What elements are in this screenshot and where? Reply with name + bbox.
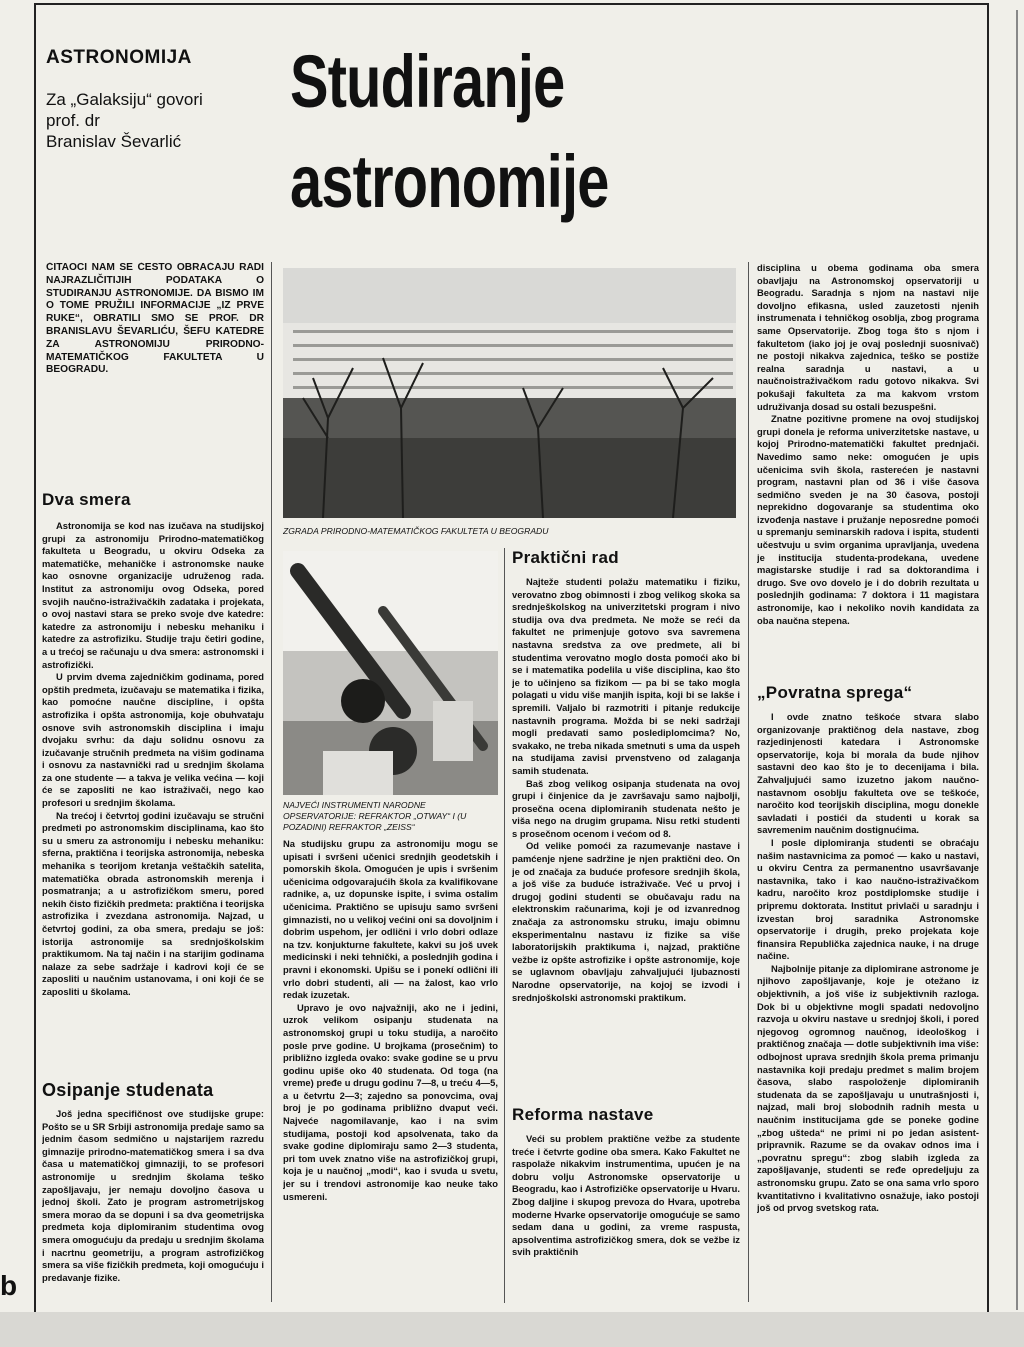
telescope-illustration xyxy=(283,551,498,795)
lede-text: ČITAOCI NAM SE ČESTO OBRAĆAJU RADI NAJRAZLIČITIJIH PODATAKA O STUDIRANJU ASTRONOMIJE. DA BISMO IM O TOME PRUŽILI INFORMACIJE „IZ PRVE RUKE“, OBRATILI SMO SE PROF. DR BRANISLAVU ŠEVARLIĆU, ŠEFU KATEDRE ZA ASTRONOMIJU PRIRODNO-MATEMATIČKOG FAKULTETA U BEOGRADU. xyxy=(46,262,264,376)
left-margin-rule xyxy=(34,4,36,1312)
column-rule-2 xyxy=(504,548,505,1303)
top-rule xyxy=(34,3,989,5)
photo2-caption xyxy=(283,800,498,834)
byline xyxy=(46,89,274,159)
osipanje-continued-p2: Upravo je ovo najvažniji, ako ne i jedini, uzrok velikom osipanju studenata na astronomskoj grupi u toku studija, a naročito posle prve godine. U brojkama (prosečnim) to približno izgleda ovako: svake godine se u prvu godinu upiše oko 40 studenata. Od toga (na vreme) pređe u drugu godinu 7—8, u treću 4—5, a u četvrtu 2—3; zajedno sa ponovcima, ovaj broj je po godinama približno dvaput veći. Najveće nagomilavanje, kao i na svim studijama, postoji kod apsolvenata, tako da svake godine diplomiraju samo 2—3 studenta, pri tom uvek znatno više na astrofizičkoj grupi, koja je u naučnoj „modi“, kao i svuda u svetu, jer su i trendovi astronomije kao neuke tako usmereni. xyxy=(283,1001,498,1202)
section-reforma-nastave xyxy=(512,1105,740,1300)
corner-mark-text: b xyxy=(0,1270,18,1301)
prakticni-p3: Od velike pomoći za razumevanje nastave i pamćenje njene sadržine je njen praktični deo. On je od značaja za buduće profesore srednjih škola, a još više za buduće istraživače. Već u prvoj i drugoj godini studenti se obučavaju radu na elektronskim računarima, koji je od izvanrednog značaja za astronomsku struku, imaju obimnu eksperimentalnu nastavu iz fizike sa više laboratorijskih praktikuma i, najzad, praktične vežbe iz opšte astrofizike i opšte astronomije, koje se uglavnom obavljaju zahvaljujući ljubaznosti Narodne opservatorije, na kojoj se izvodi i srednjoškolski astronomski praktikum. xyxy=(512,840,740,1003)
reforma-p1: Veći su problem praktične vežbe za studente treće i četvrte godine oba smera. Kako Fakultet ne raspolaže nikakvim instrumentima, upućen je na dobru volju Astronomske opservatorije u Beogradu, kao i Astrofizičke opservatorije u Hvaru. Zbog daljine i skupog prevoza do Hvara, upotreba moderne Hvarke opservatorije omogućuje se samo sedam dana u godini, za vreme raspusta, apsolventima astrofizičkog smera, dok se vežbe iz svih praktičnih xyxy=(512,1133,740,1258)
right-margin-rule xyxy=(987,4,989,1312)
lede xyxy=(46,262,264,382)
column-rule-3 xyxy=(748,262,749,1302)
telescope-photo xyxy=(283,551,498,795)
right-edge-rule xyxy=(1016,10,1018,1310)
column-2-text xyxy=(283,838,498,1298)
section-prakticni-rad xyxy=(512,548,740,1093)
dva-smera-p1: Astronomija se kod nas izučava na studijskoj grupi za astronomiju Prirodno-matematičkog fakulteta u Beogradu, u okviru Odseka za matematičke, mehaničke i astronomske nauke kao osnovne organizacije udruženog rada. Institut za astronomiju ovog Odseka, pored svojih naučno-istraživačkih zadataka i projekata, o ovoj nastavi stara se preko svoje dve katedre: katedre za astronomiju i nebesku mehaniku i katedre za astrofiziku. Studije traju četiri godine, a u trećoj se računaju u dva smera: astronomski i astrofizički. xyxy=(42,520,264,670)
section-dva-smera xyxy=(42,490,264,1080)
heading-prakticni-rad: Praktični rad xyxy=(512,548,619,567)
kicker xyxy=(46,47,271,73)
right-p1: disciplina u obema godinama oba smera obavljaju na Astronomskoj opservatoriji u Beogradu. Saradnja s njom na nastavi nije dovoljno efikasna, usled zauzetosti njenih instrumenata i tehničkog osoblja, zbog programa same Opservatorije. Zbog toga što s njom i fakultetom (iako joj je ovaj poslednji suosnivač) ne postoji nikakva zajednica, teško se postiže realna saradnja u nastavi, a u naučnoistraživačkom radu gotovo nikakva. Svi pokušaji fakulteta za ma kakvom vrstom udruživanja dosad su ostali bezuspešni. xyxy=(757,262,979,412)
section-right-top xyxy=(757,262,979,682)
photo1-caption xyxy=(283,526,736,540)
dva-smera-p2: U prvim dvema zajedničkim godinama, pored opštih predmeta, izučavaju se matematika i fizika, kao pomoćne naučne discipline, i opšta astrofizika i opšta astronomija, koje obuhvataju osnove svih astronomskih disciplina i imaju dvojaku svrhu: da daju solidnu osnovu za izučavanje stručnih predmeta na višim godinama i osnovu za nastavnički rad u srednjim školama za one studente — a takva je velika većina — koji će se zaposliti ne kao istraživači, nego kao profesori u srednjim školama. xyxy=(42,671,264,809)
column-rule-1 xyxy=(271,262,272,1302)
corner-mark xyxy=(0,1270,24,1310)
faculty-building-photo xyxy=(283,268,736,518)
byline-line-1: Za „Galaksiju“ govori xyxy=(46,90,203,109)
osipanje-p1: Još jedna specifičnost ove studijske grupe: Pošto se u SR Srbiji astronomija predaje samo sa jednim časom sedmično u najstarijem razredu gimnazije prirodno-matematičkog smera i sa dva časa u matematičkoj gimnaziji, to se profesori astronomije u srednjim školama teško zapošljavaju, jer nemaju dovoljno časova u jednoj školi. Zato je program astrometrijskog smera morao da se dopuni i sa dva geometrijska predmeta koja diplomiranim studentima ovog smera omogućuju da predaju u srednjim školama i nacrtnu geometriju, a program astrofizičkog smera sa više fizičkih predmeta, koji omogućuju i predavanje fizike. xyxy=(42,1108,264,1283)
povratna-p1: I ovde znatno teškoće stvara slabo organizovanje praktičnog dela nastave, zbog razjedinjenosti katedara i Astronomske opservatorije, koja bi morala da bude njihov sastavni deo kao što je to decenijama i bila. Zahvaljujući samo izuzetno jakom naučno-nastavnom osoblju fakulteta ove se teškoće, naročito kod teorijskih disciplina, mogu donekle savladati i postići da studenti u korak sa savremenim naučnim dostignućima. xyxy=(757,711,979,836)
headline-line-1: Studiranje xyxy=(290,40,565,123)
section-povratna-sprega xyxy=(757,683,979,1298)
right-p2: Znatne pozitivne promene na ovoj studijskoj grupi donela je reforma univerzitetske nastave, u kojoj Prirodno-matematički fakultet prednjači. Navedimo samo neke: omogućen je upis učenicima svih škola, rasterećen je nastavni program, nastavni plan od 36 i više časova sedmično sveden je na 30 časova, postoji neprekidno dogovaranje sa studentima oko izvođenja nastave i pružanje neposredne pomoći u spremanju seminarskih radova i ispita, studenti učestvuju u svim organima upravljanja, uvedena je institucija studenta-prodekana, uvedene magistarske studije i rad sa doktorandima i drugo. Sve ovo dovelo je i do dobrih rezultata u poslednjih godinama: 7 doktora i 11 magistara astronomije, kao i nekoliko novih kandidata za oba naučna stepena. xyxy=(757,413,979,626)
section-osipanje xyxy=(42,1080,264,1285)
prakticni-p2: Baš zbog velikog osipanja studenata na ovoj grupi i činjenice da je završavaju samo najbolji, prosečna ocena diplomiranih studenata nešto je viša nego na drugim grupama. Nisu retki studenti s prosečnom ocenom i većom od 8. xyxy=(512,777,740,839)
photo2-caption-text: NAJVEĆI INSTRUMENTI NARODNE OPSERVATORIJE: REFRAKTOR „OTWAY“ I (U POZADINI) REFRAKTOR „ZEISS“ xyxy=(283,800,467,832)
kicker-text: ASTRONOMIJA xyxy=(46,47,192,68)
heading-povratna-sprega: „Povratna sprega“ xyxy=(757,683,913,702)
povratna-p3: Najbolnije pitanje za diplomirane astronome je njihovo zapošljavanje, koje je otežano iz objektivnih, a još više iz subjektivnih razloga. Dok bi u objektivne mogli spadati nedovoljno razvoja u okviru nastave u srednjoj školi, i pored njegovog ogromnog naučnog, ideološkog i praktičnog značaja — dotle subjektivnih ima više: odbojnost uprava srednjih škola prema primanju nastavnika koji predaju predmet s malim brojem časova, slabo raspoloženje diplomiranih studenata da se zapošljavaju u unutrašnjosti i, najzad, mali broj slobodnih radnih mesta u naučnim institucijama gde se poneke godine „zbog ušteda“ ne primi ni po jedan asistent-pripravnik. Razume se da ovakav odnos ima i „povratnu spregu“: zbog slabih izgleda za zapošljavanje, studenti se ređe opredeljuju za astronomsku grupu. Zato se ona sama vrlo sporo kvantitativno i kvalitativno osnažuje, iako postoji još od prvog svetskog rata. xyxy=(757,962,979,1214)
photo1-caption-text: ZGRADA PRIRODNO-MATEMATIČKOG FAKULTETA U BEOGRADU xyxy=(283,526,549,536)
osipanje-continued-p1: Na studijsku grupu za astronomiju mogu se upisati i svršeni učenici srednjih geodetskih i pomorskih škola. Omogućen je upis i svršenim učenicima odgovarajućih škola za kvalifikovane radnike, a, uz dopunske ispite, i svima ostalim učenicima. Praktično se upisuju samo svršeni gimnazisti, no u velikoj većini oni sa dovoljnim i dobrim uspehom, jer odlični i vrlo dobri odlaze na tzv. konjukturne fakultete, kakvi su još uvek medicinski i neki tehnički, a poslednjih godina i pravni i ekonomski. Upišu se i ponekí odlični ili vrlo dobri studenti, ali — na žalost, kao vrlo redak izuzetak. xyxy=(283,838,498,1001)
heading-osipanje: Osipanje studenata xyxy=(42,1080,214,1100)
povratna-p2: I posle diplomiranja studenti se obraćaju našim nastavnicima za pomoć — kako u nastavi, u okviru Centra za permanentno usavršavanje nastavnika, tako i kao naučno-istraživačkom kadru, naročito kroz postdiplomske studije i pripremu doktorata. Institut privlači u saradnju i izvestan broj saradnika Astronomske opservatorije i drugih, preko projekata koje finansira Republička zajednica nauke, i na druge načine. xyxy=(757,836,979,962)
bottom-band xyxy=(0,1312,1024,1347)
prakticni-p1: Najteže studenti polažu matematiku i fiziku, verovatno zbog obimnosti i zbog velikog skoka sa srednješkolskog na univerzitetski program i nivo studija ova dva predmeta. Ne može se reći da fakultet ne primenjuje gotovo sva savremena nastavna sredstva za ove predmete, ali bi studentima verovatno moglo dosta pomoći ako bi se i matematika podelila u više disciplina, kao što je to učinjeno sa fizikom — pa bi se tako mogla polagati u vidu više manjih ispita, koji bi se lakše i spremili. Valjalo bi razmotriti i pitanje redukcije nastavnih programa. Možda bi se neki sadržaji mogli predavati samo poslediplomcima? No, svakako, ne treba nikada smetnuti s uma da uspeh na studijama zavisi prvenstveno od zalaganja samih studenata. xyxy=(512,576,740,776)
byline-line-2: prof. dr xyxy=(46,111,100,130)
byline-line-3: Branislav Ševarlić xyxy=(46,132,182,151)
headline xyxy=(290,36,730,256)
building-illustration xyxy=(283,268,736,518)
headline-line-2: astronomije xyxy=(290,140,609,223)
heading-dva-smera: Dva smera xyxy=(42,490,131,509)
dva-smera-p3: Na trećoj i četvrtoj godini izučavaju se stručni predmeti po astronomskim disciplinama, kao što su u smeru za astronomiju i nebesku mehaniku: sferna, praktična i teorijska astronomija, nebeska mehanika s teorijom kretanja veštačkih satelita, matematička obrada astronomskih merenja i posmatranja; a u astrofizičkom smeru, pored nekih čisto fizičkih predmeta: praktična i teorijska astrofizika i zvezdana astronomija. Najzad, u četvrtoj godini, za oba smera, predaju se još: istorija astronomije sa srednjoškolskim praktikumom. Na taj način i na starijim godinama nalaze za sebe sadržaje i kadrovi koji će se zaposliti u naučnim ustanovama, i oni koji će se zaposliti u školama. xyxy=(42,809,264,997)
heading-reforma-nastave: Reforma nastave xyxy=(512,1105,654,1124)
